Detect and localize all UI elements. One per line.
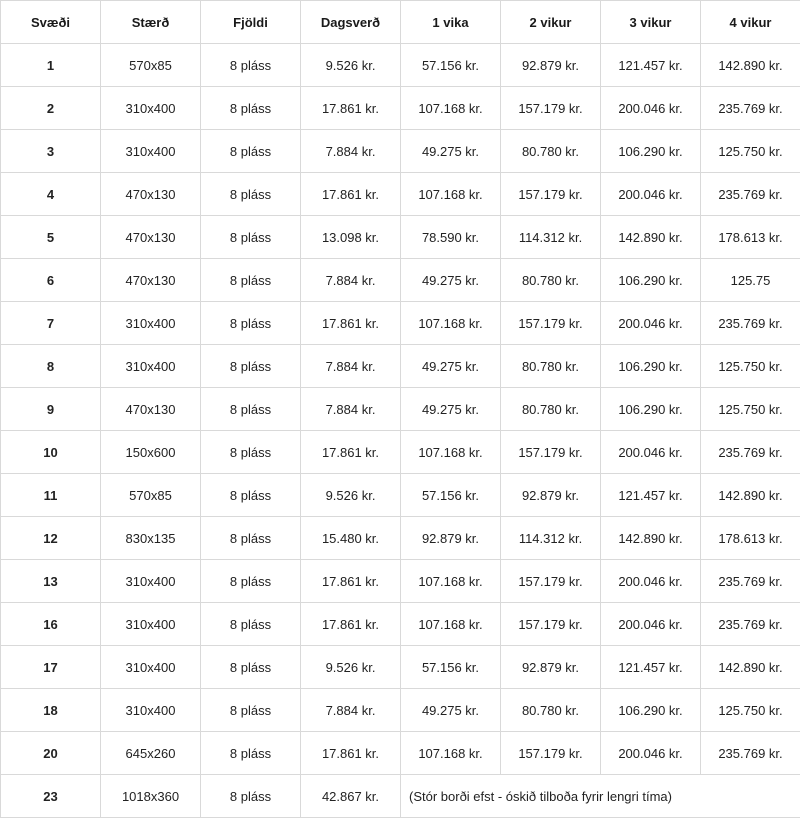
- cell-count: 8 pláss: [201, 603, 301, 646]
- cell-3-weeks: 200.046 kr.: [601, 173, 701, 216]
- table-row: [1, 646, 800, 689]
- cell-daily-price: 17.861 kr.: [301, 173, 401, 216]
- cell-3-weeks: 121.457 kr.: [601, 646, 701, 689]
- cell-3-weeks: 200.046 kr.: [601, 87, 701, 130]
- cell-4-weeks: 235.769 kr.: [701, 173, 800, 216]
- cell-4-weeks: 125.750 kr.: [701, 345, 800, 388]
- cell-daily-price: 7.884 kr.: [301, 345, 401, 388]
- cell-3-weeks: 200.046 kr.: [601, 732, 701, 775]
- cell-1-week: 49.275 kr.: [401, 259, 501, 302]
- table-row: [1, 689, 800, 732]
- cell-4-weeks: 125.750 kr.: [701, 130, 800, 173]
- cell-2-weeks: 80.780 kr.: [501, 345, 601, 388]
- cell-1-week: 57.156 kr.: [401, 646, 501, 689]
- cell-4-weeks: 178.613 kr.: [701, 216, 800, 259]
- cell-2-weeks: 157.179 kr.: [501, 87, 601, 130]
- table-row: [1, 732, 800, 775]
- cell-size: 310x400: [101, 689, 201, 732]
- cell-1-week: 78.590 kr.: [401, 216, 501, 259]
- cell-size: 310x400: [101, 646, 201, 689]
- cell-1-week: 49.275 kr.: [401, 689, 501, 732]
- cell-count: 8 pláss: [201, 87, 301, 130]
- cell-area: 7: [1, 302, 101, 345]
- cell-count: 8 pláss: [201, 775, 301, 818]
- cell-daily-price: 13.098 kr.: [301, 216, 401, 259]
- cell-size: 1018x360: [101, 775, 201, 818]
- cell-2-weeks: 157.179 kr.: [501, 560, 601, 603]
- cell-area: 12: [1, 517, 101, 560]
- cell-area: 23: [1, 775, 101, 818]
- cell-1-week: 107.168 kr.: [401, 302, 501, 345]
- cell-daily-price: 9.526 kr.: [301, 474, 401, 517]
- cell-daily-price: 17.861 kr.: [301, 87, 401, 130]
- cell-4-weeks: 235.769 kr.: [701, 302, 800, 345]
- cell-4-weeks: 235.769 kr.: [701, 560, 800, 603]
- cell-2-weeks: 80.780 kr.: [501, 689, 601, 732]
- cell-daily-price: 9.526 kr.: [301, 646, 401, 689]
- cell-2-weeks: 80.780 kr.: [501, 130, 601, 173]
- cell-1-week: 107.168 kr.: [401, 87, 501, 130]
- cell-2-weeks: 80.780 kr.: [501, 259, 601, 302]
- cell-daily-price: 42.867 kr.: [301, 775, 401, 818]
- cell-daily-price: 7.884 kr.: [301, 388, 401, 431]
- cell-3-weeks: 200.046 kr.: [601, 431, 701, 474]
- header-count: Fjöldi: [201, 1, 301, 44]
- cell-size: 470x130: [101, 173, 201, 216]
- cell-size: 830x135: [101, 517, 201, 560]
- cell-3-weeks: 121.457 kr.: [601, 44, 701, 87]
- table-row: [1, 603, 800, 646]
- cell-count: 8 pláss: [201, 388, 301, 431]
- cell-area: 6: [1, 259, 101, 302]
- cell-1-week: 57.156 kr.: [401, 474, 501, 517]
- cell-note: (Stór borði efst - óskið tilboða fyrir lengri tíma): [401, 775, 800, 818]
- cell-4-weeks: 178.613 kr.: [701, 517, 800, 560]
- cell-area: 16: [1, 603, 101, 646]
- cell-daily-price: 17.861 kr.: [301, 603, 401, 646]
- table-row: [1, 431, 800, 474]
- cell-3-weeks: 106.290 kr.: [601, 689, 701, 732]
- cell-daily-price: 17.861 kr.: [301, 302, 401, 345]
- cell-size: 310x400: [101, 345, 201, 388]
- cell-count: 8 pláss: [201, 646, 301, 689]
- cell-count: 8 pláss: [201, 517, 301, 560]
- cell-3-weeks: 106.290 kr.: [601, 345, 701, 388]
- cell-daily-price: 17.861 kr.: [301, 431, 401, 474]
- table-row: [1, 302, 800, 345]
- header-4-weeks: 4 vikur: [701, 1, 800, 44]
- cell-2-weeks: 92.879 kr.: [501, 474, 601, 517]
- cell-size: 570x85: [101, 474, 201, 517]
- cell-area: 17: [1, 646, 101, 689]
- cell-size: 310x400: [101, 302, 201, 345]
- cell-1-week: 49.275 kr.: [401, 130, 501, 173]
- cell-area: 5: [1, 216, 101, 259]
- cell-2-weeks: 157.179 kr.: [501, 732, 601, 775]
- table-row: [1, 259, 800, 302]
- cell-area: 11: [1, 474, 101, 517]
- header-1-week: 1 vika: [401, 1, 501, 44]
- cell-area: 2: [1, 87, 101, 130]
- cell-3-weeks: 142.890 kr.: [601, 517, 701, 560]
- cell-3-weeks: 142.890 kr.: [601, 216, 701, 259]
- header-area: Svæði: [1, 1, 101, 44]
- cell-1-week: 107.168 kr.: [401, 560, 501, 603]
- table-row: [1, 560, 800, 603]
- cell-area: 4: [1, 173, 101, 216]
- cell-3-weeks: 106.290 kr.: [601, 388, 701, 431]
- cell-count: 8 pláss: [201, 216, 301, 259]
- cell-daily-price: 7.884 kr.: [301, 259, 401, 302]
- cell-4-weeks: 235.769 kr.: [701, 431, 800, 474]
- cell-4-weeks: 125.750 kr.: [701, 689, 800, 732]
- cell-1-week: 57.156 kr.: [401, 44, 501, 87]
- cell-daily-price: 17.861 kr.: [301, 560, 401, 603]
- table-row: [1, 87, 800, 130]
- cell-size: 470x130: [101, 259, 201, 302]
- cell-2-weeks: 92.879 kr.: [501, 44, 601, 87]
- cell-4-weeks: 235.769 kr.: [701, 87, 800, 130]
- cell-4-weeks: 235.769 kr.: [701, 732, 800, 775]
- table-body: [1, 44, 800, 818]
- table-row: [1, 474, 800, 517]
- table-row: [1, 44, 800, 87]
- cell-4-weeks: 235.769 kr.: [701, 603, 800, 646]
- cell-1-week: 107.168 kr.: [401, 603, 501, 646]
- cell-size: 310x400: [101, 603, 201, 646]
- cell-2-weeks: 114.312 kr.: [501, 517, 601, 560]
- cell-count: 8 pláss: [201, 173, 301, 216]
- header-daily: Dagsverð: [301, 1, 401, 44]
- cell-2-weeks: 80.780 kr.: [501, 388, 601, 431]
- table-row-last: [1, 775, 800, 818]
- cell-2-weeks: 114.312 kr.: [501, 216, 601, 259]
- header-3-weeks: 3 vikur: [601, 1, 701, 44]
- cell-size: 150x600: [101, 431, 201, 474]
- cell-area: 13: [1, 560, 101, 603]
- cell-1-week: 92.879 kr.: [401, 517, 501, 560]
- cell-size: 310x400: [101, 560, 201, 603]
- cell-1-week: 49.275 kr.: [401, 388, 501, 431]
- cell-area: 9: [1, 388, 101, 431]
- cell-daily-price: 7.884 kr.: [301, 130, 401, 173]
- cell-count: 8 pláss: [201, 302, 301, 345]
- cell-3-weeks: 200.046 kr.: [601, 302, 701, 345]
- header-2-weeks: 2 vikur: [501, 1, 601, 44]
- cell-count: 8 pláss: [201, 431, 301, 474]
- cell-count: 8 pláss: [201, 689, 301, 732]
- cell-area: 20: [1, 732, 101, 775]
- cell-daily-price: 15.480 kr.: [301, 517, 401, 560]
- cell-area: 8: [1, 345, 101, 388]
- cell-2-weeks: 157.179 kr.: [501, 431, 601, 474]
- cell-area: 3: [1, 130, 101, 173]
- cell-size: 470x130: [101, 388, 201, 431]
- cell-area: 18: [1, 689, 101, 732]
- cell-count: 8 pláss: [201, 44, 301, 87]
- cell-size: 570x85: [101, 44, 201, 87]
- cell-count: 8 pláss: [201, 732, 301, 775]
- table-row: [1, 388, 800, 431]
- table-row: [1, 130, 800, 173]
- cell-1-week: 107.168 kr.: [401, 431, 501, 474]
- cell-1-week: 107.168 kr.: [401, 732, 501, 775]
- cell-area: 1: [1, 44, 101, 87]
- cell-2-weeks: 157.179 kr.: [501, 603, 601, 646]
- cell-3-weeks: 106.290 kr.: [601, 130, 701, 173]
- cell-count: 8 pláss: [201, 259, 301, 302]
- header-row: [1, 1, 800, 44]
- cell-count: 8 pláss: [201, 130, 301, 173]
- cell-size: 470x130: [101, 216, 201, 259]
- cell-area: 10: [1, 431, 101, 474]
- cell-3-weeks: 106.290 kr.: [601, 259, 701, 302]
- cell-count: 8 pláss: [201, 560, 301, 603]
- table-row: [1, 216, 800, 259]
- cell-count: 8 pláss: [201, 345, 301, 388]
- cell-daily-price: 17.861 kr.: [301, 732, 401, 775]
- cell-4-weeks: 142.890 kr.: [701, 44, 800, 87]
- header-size: Stærð: [101, 1, 201, 44]
- cell-4-weeks: 125.750 kr.: [701, 388, 800, 431]
- cell-4-weeks: 142.890 kr.: [701, 646, 800, 689]
- table-row: [1, 517, 800, 560]
- cell-size: 645x260: [101, 732, 201, 775]
- cell-size: 310x400: [101, 130, 201, 173]
- cell-2-weeks: 157.179 kr.: [501, 302, 601, 345]
- cell-1-week: 49.275 kr.: [401, 345, 501, 388]
- cell-1-week: 107.168 kr.: [401, 173, 501, 216]
- cell-4-weeks: 125.75: [701, 259, 800, 302]
- cell-daily-price: 7.884 kr.: [301, 689, 401, 732]
- cell-3-weeks: 121.457 kr.: [601, 474, 701, 517]
- cell-daily-price: 9.526 kr.: [301, 44, 401, 87]
- cell-4-weeks: 142.890 kr.: [701, 474, 800, 517]
- table-header: [1, 1, 800, 44]
- cell-2-weeks: 92.879 kr.: [501, 646, 601, 689]
- cell-3-weeks: 200.046 kr.: [601, 603, 701, 646]
- table-row: [1, 345, 800, 388]
- cell-2-weeks: 157.179 kr.: [501, 173, 601, 216]
- table-row: [1, 173, 800, 216]
- cell-count: 8 pláss: [201, 474, 301, 517]
- cell-3-weeks: 200.046 kr.: [601, 560, 701, 603]
- cell-size: 310x400: [101, 87, 201, 130]
